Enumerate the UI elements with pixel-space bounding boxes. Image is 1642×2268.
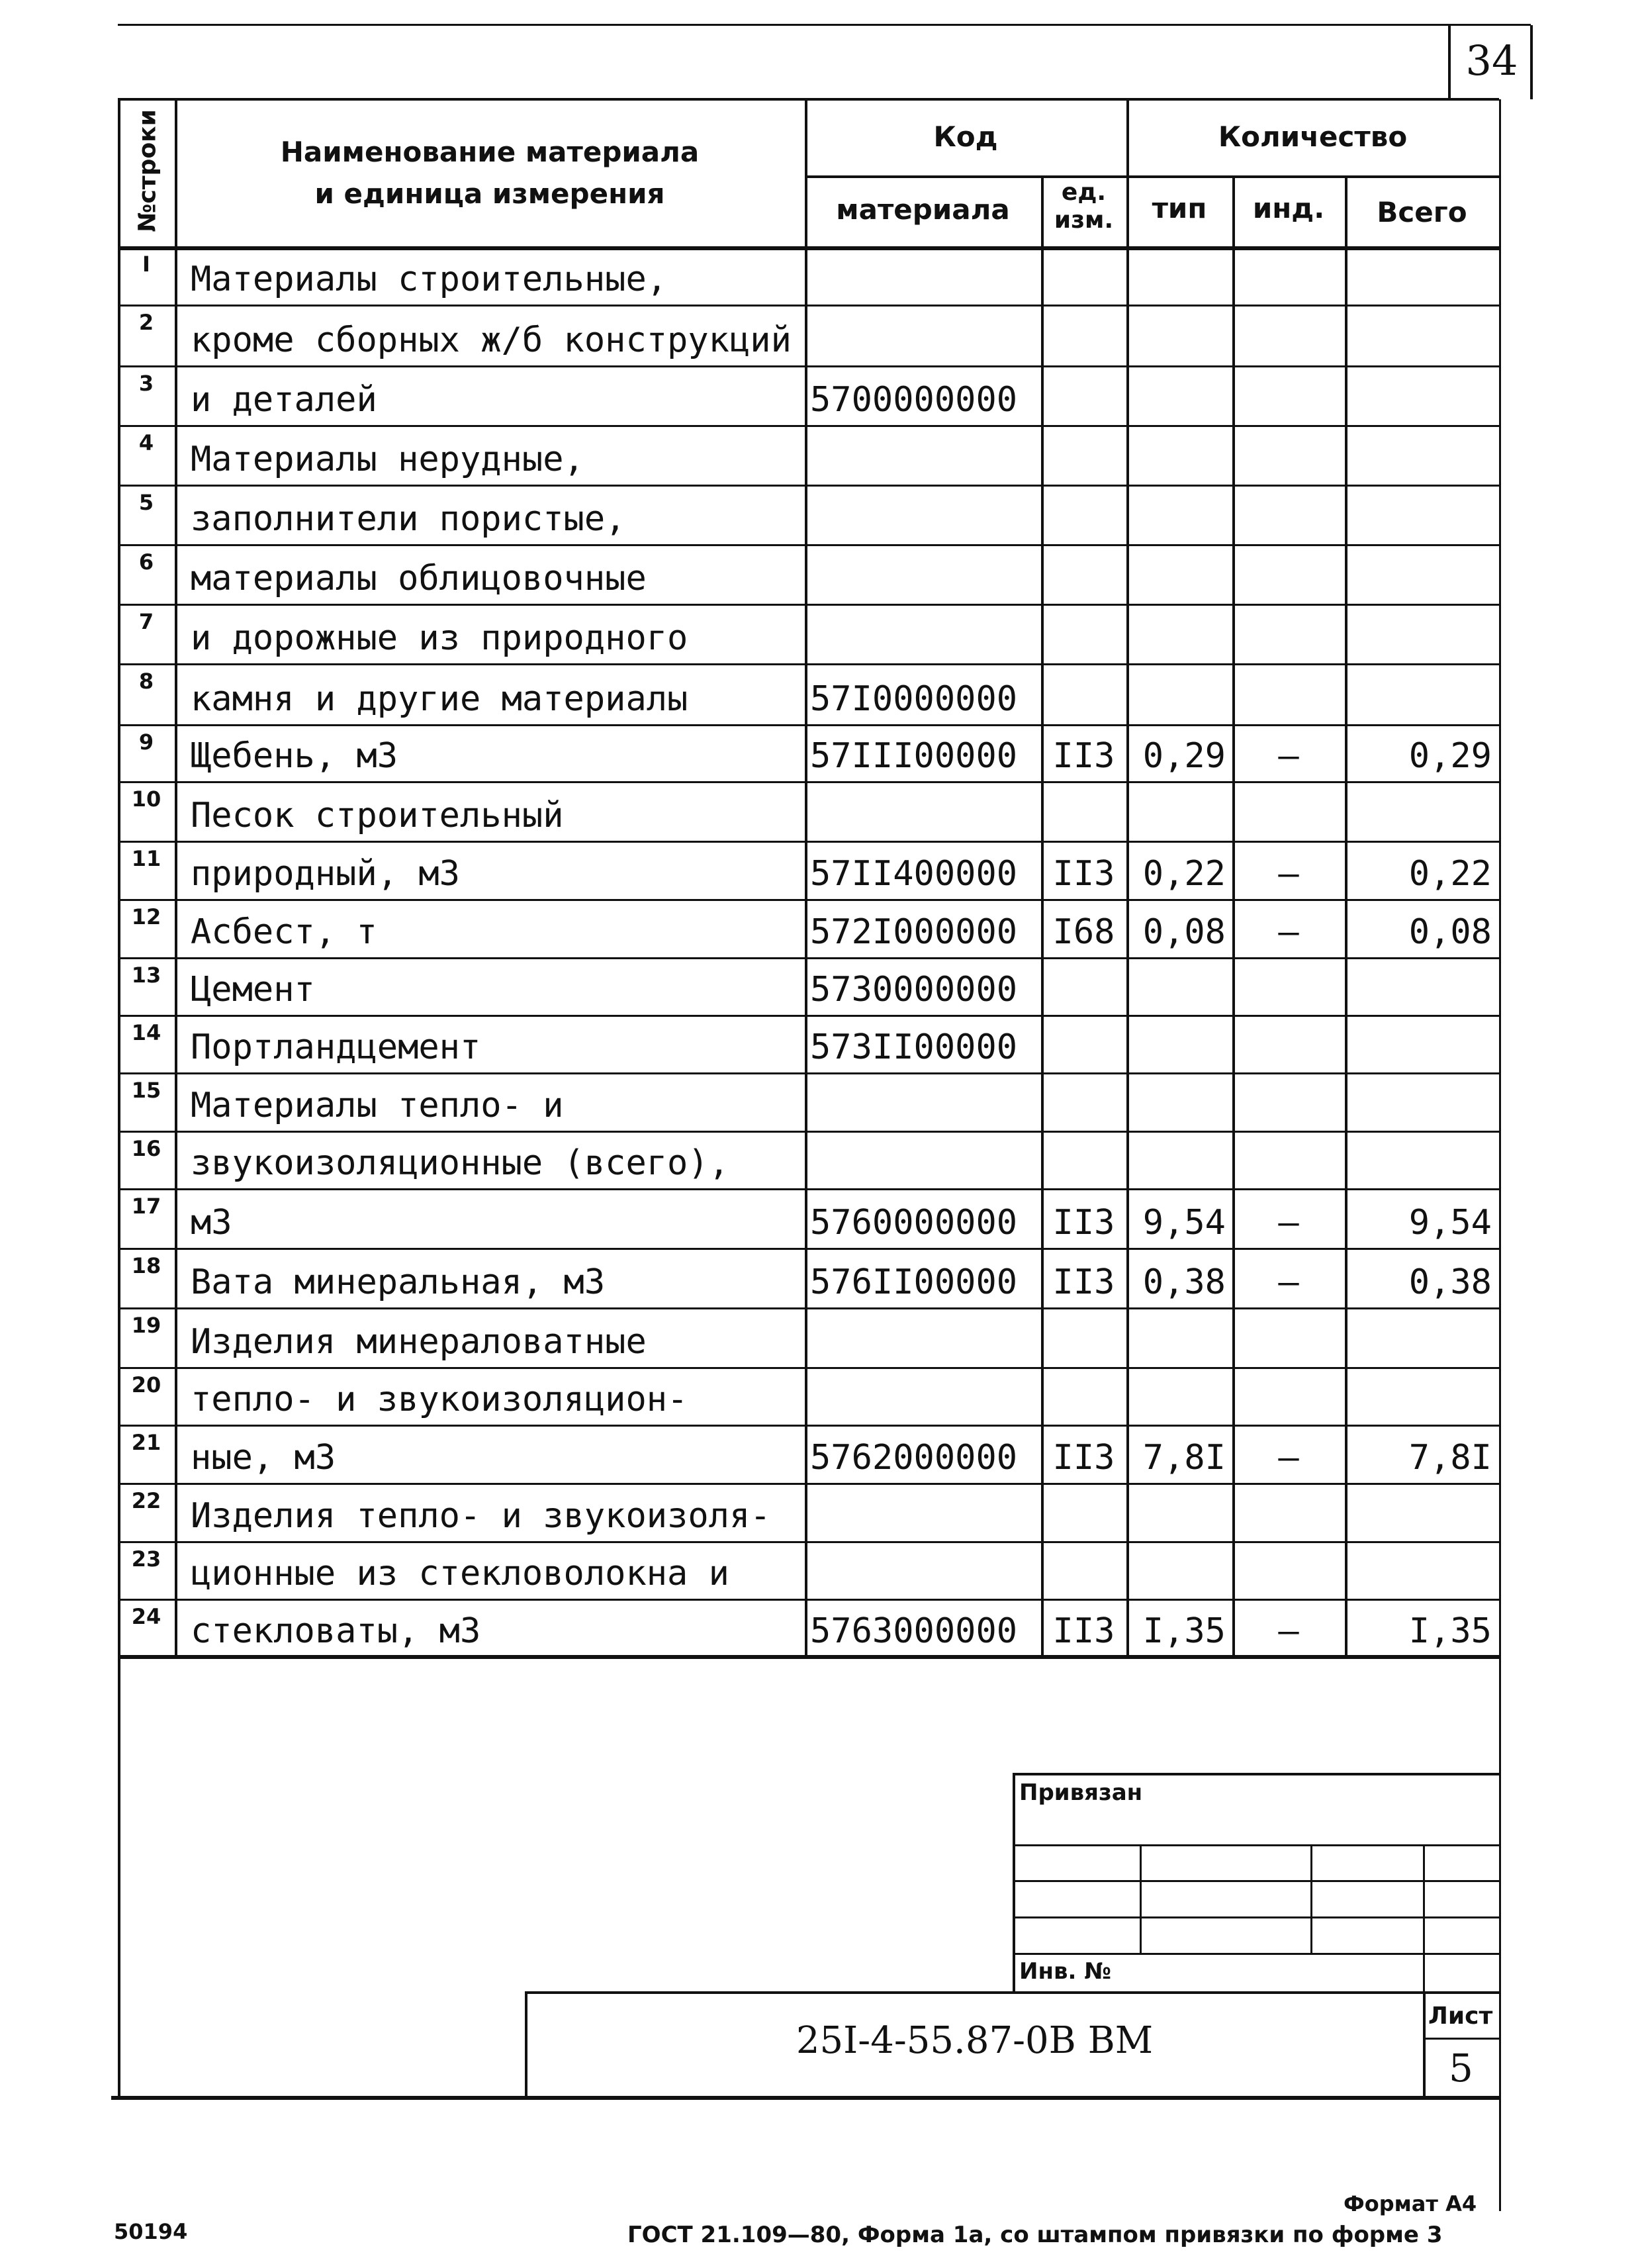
cell-name: Материалы нерудные, (191, 440, 584, 479)
row-number: 20 (131, 1372, 161, 1397)
page-number-box-left (1448, 25, 1451, 99)
stamp-col-3 (1423, 1844, 1425, 1993)
row-number: 19 (131, 1313, 161, 1338)
sheet-number: 5 (1449, 2046, 1473, 2091)
cell-name: Асбест, т (191, 912, 377, 952)
cell-type: 0,29 (1142, 736, 1226, 776)
cell-name: Изделия минераловатные (191, 1322, 647, 1362)
cell-unit: II3 (1052, 1262, 1115, 1302)
row-divider (118, 604, 1499, 606)
total-header: Всего (1377, 196, 1467, 228)
cell-type: 7,8I (1142, 1438, 1226, 1478)
cell-name: камня и другие материалы (191, 679, 688, 719)
cell-ind: – (1278, 1262, 1299, 1302)
cell-total: 9,54 (1408, 1203, 1492, 1243)
row-number: 7 (138, 609, 154, 634)
row-number: I (142, 252, 150, 277)
row-number: 11 (131, 846, 161, 871)
sheet-box-divider (1423, 2038, 1499, 2040)
row-number: 16 (131, 1136, 161, 1161)
unit-header-line1: ед. (1061, 179, 1107, 206)
col-line-code (805, 99, 807, 1656)
row-divider (118, 425, 1499, 427)
frame-bottom (111, 2096, 1499, 2100)
stamp-col-2 (1310, 1844, 1312, 1953)
cell-code: 57II400000 (810, 854, 1018, 894)
row-divider (118, 1367, 1499, 1369)
row-number: 4 (138, 430, 154, 455)
row-number: 24 (131, 1604, 161, 1629)
cell-type: 0,22 (1142, 854, 1226, 894)
type-header: тип (1152, 192, 1207, 224)
cell-unit: II3 (1052, 736, 1115, 776)
cell-name: и деталей (191, 380, 377, 420)
row-number: 10 (131, 786, 161, 812)
cell-ind: – (1278, 912, 1299, 952)
row-divider (118, 1131, 1499, 1133)
cell-code: 5700000000 (810, 380, 1018, 420)
row-number: 21 (131, 1430, 161, 1455)
cell-name: заполнители пористые, (191, 499, 626, 539)
cell-code: 576II00000 (810, 1262, 1018, 1302)
row-number: 17 (131, 1194, 161, 1219)
header-subdivision-line (805, 175, 1499, 178)
row-divider (118, 1541, 1499, 1543)
cell-code: 5762000000 (810, 1438, 1018, 1478)
cell-ind: – (1278, 854, 1299, 894)
row-number: 3 (138, 371, 154, 396)
row-divider (118, 663, 1499, 665)
row-number: 2 (138, 310, 154, 335)
quantity-group-header: Количество (1218, 120, 1408, 153)
cell-name: Щебень, м3 (191, 736, 398, 776)
cell-total: I,35 (1408, 1611, 1492, 1651)
row-divider (118, 305, 1499, 307)
header-bottom-line (118, 246, 1499, 250)
cell-code: 5760000000 (810, 1203, 1018, 1243)
cell-type: 0,38 (1142, 1262, 1226, 1302)
cell-ind: – (1278, 1438, 1299, 1478)
cell-name: природный, м3 (191, 854, 460, 894)
cell-name: Портландцемент (191, 1027, 481, 1067)
cell-ind: – (1278, 736, 1299, 776)
title-block-left (525, 1991, 527, 2099)
cell-name: Вата минеральная, м3 (191, 1262, 606, 1302)
cell-type: I,35 (1142, 1611, 1226, 1651)
cell-code: 572I000000 (810, 912, 1018, 952)
cell-name: Изделия тепло- и звукоизоля- (191, 1496, 771, 1536)
cell-name: тепло- и звукоизоляцион- (191, 1380, 688, 1419)
title-block-top (525, 1991, 1499, 1994)
cell-ind: – (1278, 1203, 1299, 1243)
row-divider (118, 1248, 1499, 1250)
row-divider (118, 899, 1499, 901)
row-divider (118, 1188, 1499, 1190)
cell-total: 0,29 (1408, 736, 1492, 776)
row-divider (118, 841, 1499, 843)
cell-name: Цемент (191, 970, 315, 1010)
row-divider (118, 957, 1499, 959)
row-divider (118, 365, 1499, 367)
cell-unit: II3 (1052, 1438, 1115, 1478)
bound-label: Привязан (1019, 1779, 1143, 1806)
row-divider (118, 724, 1499, 726)
ind-header: инд. (1252, 192, 1325, 224)
cell-unit: II3 (1052, 1203, 1115, 1243)
cell-total: 0,08 (1408, 912, 1492, 952)
frame-right (1499, 99, 1501, 2211)
cell-name: Материалы строительные, (191, 260, 668, 299)
material-code-header: материала (836, 193, 1010, 226)
stamp-line-2 (1013, 1880, 1499, 1882)
row-divider (118, 485, 1499, 487)
cell-unit: I68 (1052, 912, 1115, 952)
cell-name: кроме сборных ж/б конструкций (191, 320, 792, 360)
cell-code: 57I0000000 (810, 679, 1018, 719)
row-divider (118, 544, 1499, 546)
row-number: 5 (138, 490, 154, 515)
table-bottom-line (118, 1655, 1499, 1659)
cell-total: 0,22 (1408, 854, 1492, 894)
cell-name: Материалы тепло- и (191, 1086, 564, 1125)
row-number: 23 (131, 1546, 161, 1572)
cell-name: Песок строительный (191, 796, 564, 835)
top-border-line (118, 24, 1531, 26)
row-number: 14 (131, 1020, 161, 1045)
row-divider (118, 1425, 1499, 1427)
sheet-label: Лист (1428, 2003, 1493, 2030)
name-header-line2: и единица измерения (314, 177, 665, 210)
row-divider (118, 1307, 1499, 1309)
cell-code: 57III00000 (810, 736, 1018, 776)
cell-name: звукоизоляционные (всего), (191, 1143, 729, 1183)
stamp-line-1 (1013, 1844, 1499, 1846)
cell-code: 5730000000 (810, 970, 1018, 1010)
cell-name: стекловаты, м3 (191, 1611, 481, 1651)
footer-left-code: 50194 (114, 2219, 188, 2244)
code-group-header: Код (933, 120, 998, 153)
row-number: 12 (131, 904, 161, 929)
table-top-line (118, 98, 1499, 101)
row-divider (118, 781, 1499, 783)
row-number: 22 (131, 1488, 161, 1513)
cell-code: 5763000000 (810, 1611, 1018, 1651)
gost-reference: ГОСТ 21.109—80, Форма 1а, со штампом привязки по форме 3 (627, 2222, 1443, 2248)
cell-name: м3 (191, 1203, 232, 1243)
row-number: 6 (138, 549, 154, 575)
cell-name: ционные из стекловолокна и (191, 1554, 729, 1593)
stamp-top (1013, 1773, 1499, 1775)
page-number-box-right (1530, 25, 1533, 99)
row-number: 9 (138, 730, 154, 755)
inventory-number-label: Инв. № (1019, 1958, 1112, 1985)
col-line-name (175, 99, 177, 1656)
format-label: Формат А4 (1344, 2191, 1477, 2216)
cell-type: 0,08 (1142, 912, 1226, 952)
cell-unit: II3 (1052, 1611, 1115, 1651)
row-number-header: №строки (134, 109, 161, 232)
page-number: 34 (1465, 36, 1518, 85)
stamp-line-3 (1013, 1916, 1499, 1918)
document-code: 25I-4-55.87-0В ВМ (796, 2019, 1154, 2062)
cell-total: 7,8I (1408, 1438, 1492, 1478)
cell-unit: II3 (1052, 854, 1115, 894)
stamp-col-1 (1140, 1844, 1142, 1953)
row-number: 13 (131, 963, 161, 988)
row-divider (118, 1483, 1499, 1485)
row-divider (118, 1015, 1499, 1017)
row-divider (118, 1599, 1499, 1601)
row-number: 8 (138, 669, 154, 694)
cell-name: и дорожные из природного (191, 618, 688, 658)
stamp-line-4 (1013, 1953, 1499, 1955)
row-number: 18 (131, 1253, 161, 1278)
cell-total: 0,38 (1408, 1262, 1492, 1302)
row-divider (118, 1072, 1499, 1074)
row-number: 15 (131, 1078, 161, 1103)
name-header-line1: Наименование материала (280, 136, 700, 168)
unit-header-line2: изм. (1054, 207, 1114, 234)
cell-ind: – (1278, 1611, 1299, 1651)
stamp-left (1013, 1774, 1015, 1993)
cell-name: ные, м3 (191, 1438, 336, 1478)
cell-type: 9,54 (1142, 1203, 1226, 1243)
cell-name: материалы облицовочные (191, 559, 647, 598)
cell-code: 573II00000 (810, 1027, 1018, 1067)
